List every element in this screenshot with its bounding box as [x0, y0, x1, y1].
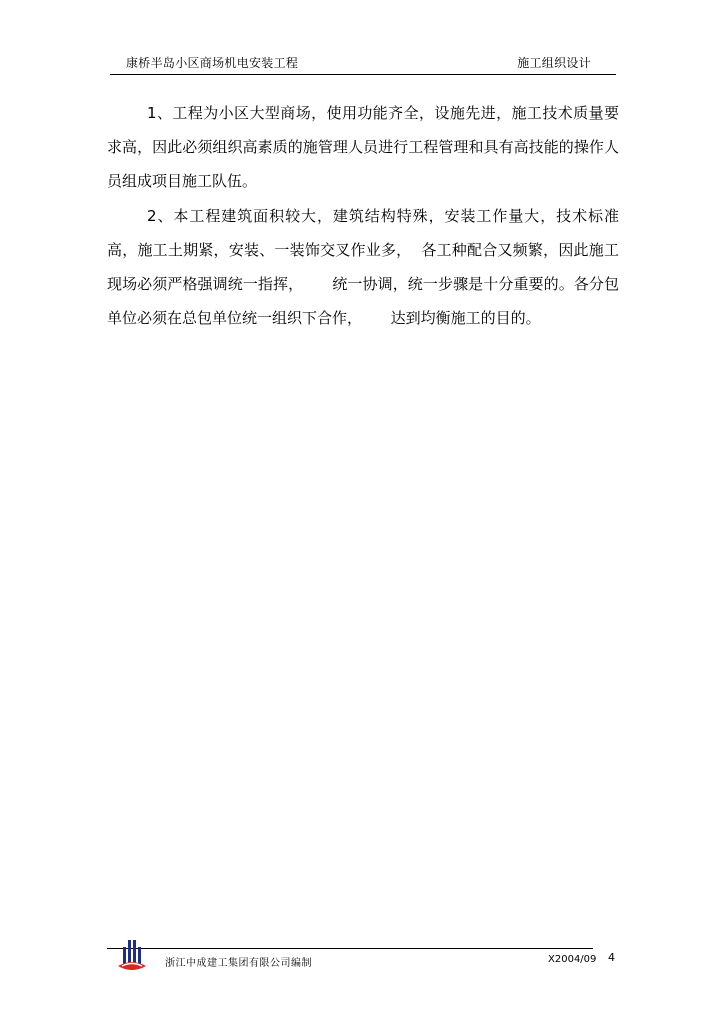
footer-rule	[107, 948, 593, 949]
project-title: 康桥半岛小区商场机电安装工程	[126, 56, 299, 70]
company-logo-icon	[114, 938, 150, 974]
document-type: 施工组织设计	[517, 56, 591, 70]
page-header	[110, 52, 616, 75]
footer-date-code: X2004/09	[548, 954, 597, 965]
paragraph-2: 2、本工程建筑面积较大，建筑结构特殊，安装工作量大，技术标准高，施工土期紧，安装、一装饰交叉作业多， 各工种配合又频繁，因此施工现场必须严格强调统一指挥， 统一协调，统一步骤是十分重要的。各分包单位必须在总包单位统一组织下合作， 达到均衡施工的目的。	[107, 206, 619, 328]
footer-company: 浙江中成建工集团有限公司编制	[165, 958, 312, 969]
paragraph-1: 1、工程为小区大型商场，使用功能齐全，设施先进，施工技术质量要求高，因此必须组织高素质的施管理人员进行工程管理和具有高技能的操作人员组成项目施工队伍。	[107, 104, 619, 191]
page-number: 4	[608, 951, 615, 964]
document-body	[107, 96, 619, 335]
